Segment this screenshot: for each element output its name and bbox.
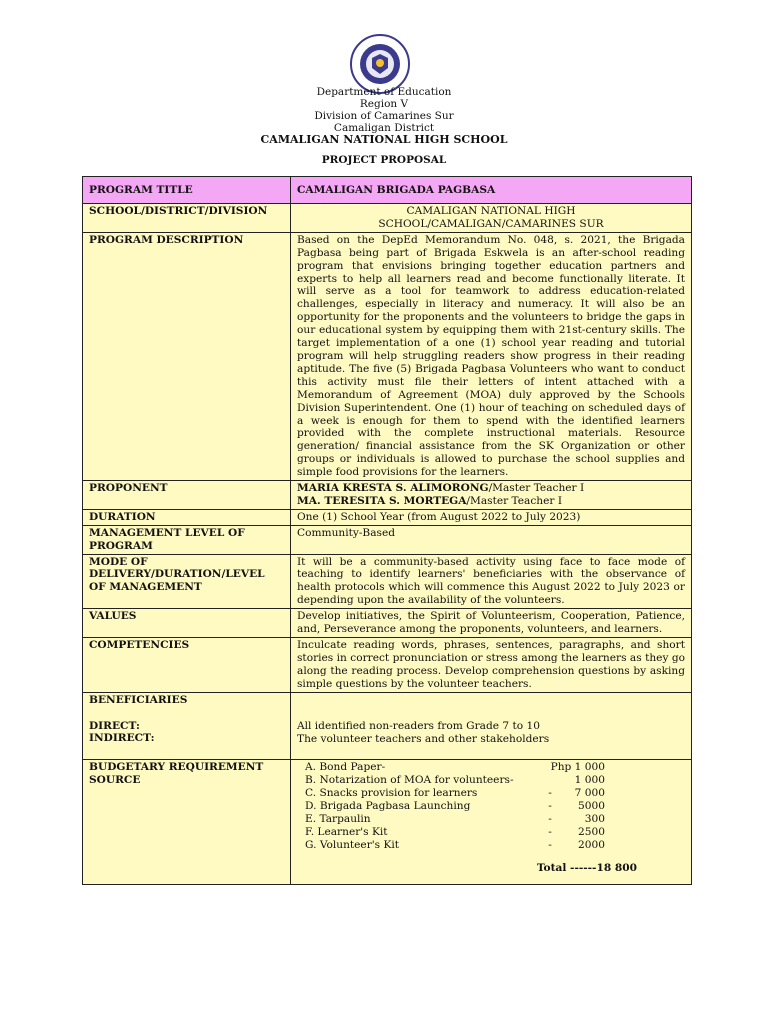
table-row bbox=[83, 638, 692, 693]
mode-label: MODE OF DELIVERY/DURATION/LEVEL OF MANAGEMENT bbox=[83, 554, 291, 609]
table-row bbox=[83, 609, 692, 638]
budget-item-name: A. Bond Paper- bbox=[305, 761, 386, 774]
budget-item-name: G. Volunteer's Kit bbox=[305, 838, 400, 851]
budget-item-amount: 2500 bbox=[578, 825, 605, 838]
management-label: MANAGEMENT LEVEL OF PROGRAM bbox=[83, 525, 291, 554]
table-row bbox=[83, 232, 692, 480]
budget-item-name: E. Tarpaulin bbox=[305, 812, 371, 825]
budget-item-name: C. Snacks provision for learners bbox=[305, 787, 478, 800]
division-line: Division of Camarines Sur bbox=[314, 110, 454, 122]
budget-item bbox=[305, 839, 685, 852]
competencies-label: COMPETENCIES bbox=[83, 638, 291, 693]
budget-item bbox=[305, 813, 685, 826]
table-row bbox=[83, 692, 692, 760]
budget-item-amount: 5000 bbox=[578, 800, 605, 813]
budget-item-amount: 7 000 bbox=[574, 787, 605, 800]
indirect-value: The volunteer teachers and other stakeholders bbox=[297, 732, 550, 745]
letterhead bbox=[0, 86, 768, 146]
proponent-role-2: /Master Teacher I bbox=[466, 494, 563, 507]
proponent-name-2: MA. TERESITA S. MORTEGA bbox=[297, 494, 467, 507]
proponent-role-1: /Master Teacher I bbox=[488, 482, 585, 495]
direct-label: DIRECT: bbox=[89, 719, 140, 732]
budget-item-name: F. Learner's Kit bbox=[305, 825, 388, 838]
table-row bbox=[83, 554, 692, 609]
school-name: CAMALIGAN NATIONAL HIGH SCHOOL bbox=[260, 133, 508, 146]
proponent-value bbox=[291, 481, 692, 510]
budget-item-dash: - bbox=[548, 812, 552, 825]
program-title-value: CAMALIGAN BRIGADA PAGBASA bbox=[291, 177, 692, 204]
proponent-name-1: MARIA KRESTA S. ALIMORONG bbox=[297, 482, 489, 495]
school-value-line2: SCHOOL/CAMALIGAN/CAMARINES SUR bbox=[378, 217, 604, 230]
competencies-value: Inculcate reading words, phrases, sentences, paragraphs, and short stories in correct pronunciation or stress among the learners as they go along the reading process. Develop comprehension questions by asking simple questions by the volunteer teachers. bbox=[291, 638, 692, 693]
budget-item bbox=[305, 761, 685, 774]
school-value-line1: CAMALIGAN NATIONAL HIGH bbox=[406, 205, 576, 217]
budget-item-name: B. Notarization of MOA for volunteers- bbox=[305, 774, 514, 787]
mode-value: It will be a community-based activity using face to face mode of teaching to identify learners' beneficiaries with the observance of health protocols which will commence this August 2022 to July 2023 or depending upon the availability of the volunteers. bbox=[291, 554, 692, 609]
budget-value bbox=[291, 760, 692, 884]
school-value bbox=[291, 204, 692, 233]
budget-item-dash: - bbox=[548, 787, 552, 800]
beneficiaries-label bbox=[83, 692, 291, 760]
table-row bbox=[83, 509, 692, 525]
deped-seal-icon bbox=[350, 34, 410, 94]
duration-label: DURATION bbox=[83, 509, 291, 525]
budget-label: BUDGETARY REQUIREMENT SOURCE bbox=[83, 760, 291, 884]
values-label: VALUES bbox=[83, 609, 291, 638]
budget-item bbox=[305, 787, 685, 800]
budget-total: Total ------18 800 bbox=[536, 861, 637, 874]
table-row bbox=[83, 760, 692, 884]
table-row bbox=[83, 481, 692, 510]
department-line: Department of Education bbox=[316, 86, 452, 98]
budget-item-dash: - bbox=[548, 800, 552, 813]
document-title: PROJECT PROPOSAL bbox=[321, 154, 447, 166]
region-line: Region V bbox=[359, 98, 409, 110]
budget-item bbox=[305, 826, 685, 839]
beneficiaries-heading: BENEFICIARIES bbox=[89, 693, 188, 706]
direct-value: All identified non-readers from Grade 7 to 10 bbox=[297, 719, 540, 732]
district-line: Camaligan District bbox=[333, 122, 435, 134]
budget-item-amount: 2000 bbox=[578, 838, 605, 851]
table-row bbox=[83, 204, 692, 233]
indirect-label: INDIRECT: bbox=[89, 732, 155, 745]
table-row bbox=[83, 177, 692, 204]
budget-list bbox=[297, 761, 685, 851]
budget-item-amount: Php 1 000 bbox=[550, 761, 605, 774]
description-label: PROGRAM DESCRIPTION bbox=[83, 232, 291, 480]
beneficiaries-value bbox=[291, 692, 692, 760]
budget-item bbox=[305, 774, 685, 787]
duration-value: One (1) School Year (from August 2022 to July 2023) bbox=[291, 509, 692, 525]
budget-item-dash: - bbox=[548, 838, 552, 851]
values-value: Develop initiatives, the Spirit of Volunteerism, Cooperation, Patience, and, Perseverance among the proponents, volunteers, and learners. bbox=[291, 609, 692, 638]
budget-item-dash: - bbox=[548, 825, 552, 838]
budget-item-name: D. Brigada Pagbasa Launching bbox=[305, 800, 471, 813]
management-value: Community-Based bbox=[291, 525, 692, 554]
proponent-label: PROPONENT bbox=[83, 481, 291, 510]
school-label: SCHOOL/DISTRICT/DIVISION bbox=[83, 204, 291, 233]
table-row bbox=[83, 525, 692, 554]
proposal-table bbox=[82, 176, 692, 885]
description-value: Based on the DepEd Memorandum No. 048, s. 2021, the Brigada Pagbasa being part of Brigada Eskwela is an after-school reading program that envisions bringing together education partners and experts to help all learners read and become functionally literate. It will serve as a tool for teamwork to address education-related challenges, especially in literacy and numeracy. It will also be an opportunity for the proponents and the volunteers to bridge the gaps in our educational system by equipping them with 21st-century skills. The target implementation of a one (1) school year reading and tutorial program will help struggling readers show progress in their reading aptitude. The five (5) Brigada Pagbasa Volunteers who want to conduct this activity must file their letters of intent attached with a Memorandum of Agreement (MOA) duly approved by the Schools Division Superintendent. One (1) hour of teaching on scheduled days of a week is enough for them to spend with the identified learners provided with the complete instructional materials. Resource generation/ financial assistance from the SK Organization or other groups or individuals is allowed to purchase the school supplies and simple food provisions for the learners. bbox=[291, 232, 692, 480]
program-title-label: PROGRAM TITLE bbox=[83, 177, 291, 204]
budget-item-amount: 1 000 bbox=[574, 774, 605, 787]
budget-item-amount: 300 bbox=[584, 812, 605, 825]
budget-item bbox=[305, 800, 685, 813]
